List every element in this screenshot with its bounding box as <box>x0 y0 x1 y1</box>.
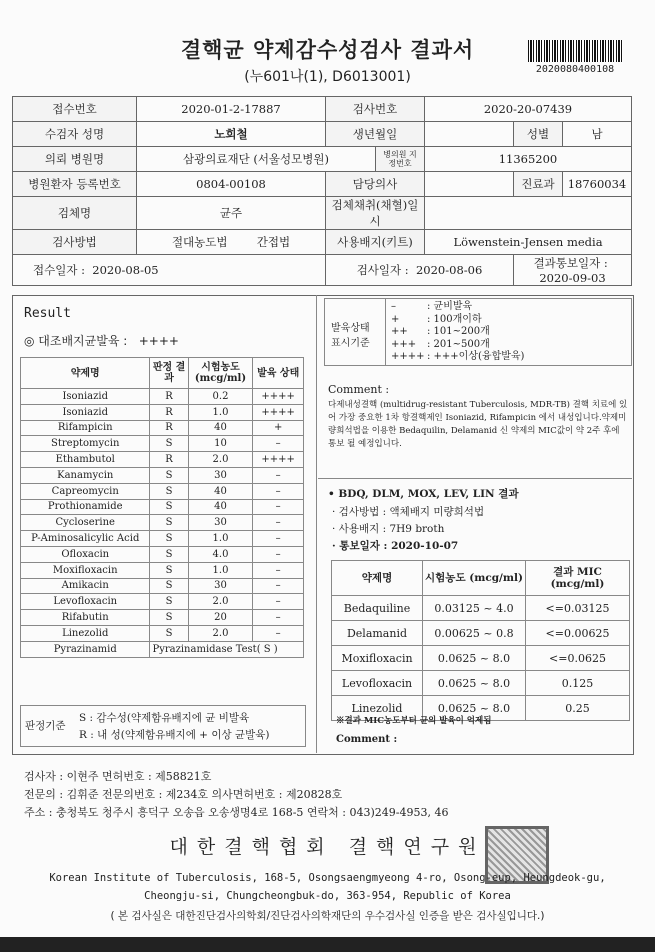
table-row <box>332 646 630 671</box>
drug-growth: – <box>253 625 304 641</box>
hospital-code-label: 병의원 지정번호 <box>376 147 425 172</box>
collect-value <box>425 197 632 230</box>
dept-label: 진료과 <box>514 172 563 197</box>
receipt-no: 2020-01-2-17887 <box>137 97 326 122</box>
method-label: 검사방법 <box>13 230 137 255</box>
reg-number: 0804-00108 <box>137 172 326 197</box>
result-title: Result <box>24 306 71 321</box>
mic-table <box>331 560 630 721</box>
drug-growth: – <box>253 594 304 610</box>
drug-result: S <box>150 499 188 515</box>
footer-tester: 검사자 : 이현주 면허번호 : 제58821호 <box>24 770 212 783</box>
table-row <box>21 499 304 515</box>
collect-label: 검체채취(채혈)일시 <box>326 197 425 230</box>
drug-name: Ethambutol <box>21 452 150 468</box>
table-row <box>21 436 304 452</box>
drug-result: S <box>150 436 188 452</box>
mic-drug: Bedaquiline <box>332 596 423 621</box>
bdq-section <box>328 486 628 555</box>
bdq-medium: · 사용배지 : 7H9 broth <box>332 523 445 535</box>
drug-growth: – <box>253 483 304 499</box>
institute-address-2: Cheongju-si, Chungcheongbuk-do, 363-954, Republic of Korea <box>144 890 511 902</box>
drug-concentration: 1.0 <box>188 531 253 547</box>
drug-concentration: 4.0 <box>188 546 253 562</box>
receive-date-label: 접수일자 : <box>33 263 85 277</box>
drug-concentration: 40 <box>188 483 253 499</box>
drug-growth: – <box>253 531 304 547</box>
medium-label: 사용배지(키트) <box>326 230 425 255</box>
drug-concentration: 30 <box>188 578 253 594</box>
drug-result: S <box>150 594 188 610</box>
mic-col-result: 결과 MIC (mcg/ml) <box>526 561 630 596</box>
drug-concentration: 10 <box>188 436 253 452</box>
drug-growth: ++++ <box>253 452 304 468</box>
criteria-label: 판정기준 <box>25 720 66 732</box>
drug-growth: – <box>253 499 304 515</box>
drug-growth: + <box>253 420 304 436</box>
drug-result: S <box>150 610 188 626</box>
criteria-r: R : 내 성(약제함유배지에 + 이상 균발육) <box>79 729 270 741</box>
medium-value: Löwenstein-Jensen media <box>425 230 632 255</box>
report-date-label: 결과통보일자 : <box>533 256 608 270</box>
table-row <box>21 610 304 626</box>
growth-legend-label: 발육상태 표시기준 <box>331 323 370 349</box>
drug-growth: – <box>253 546 304 562</box>
mic-drug: Delamanid <box>332 621 423 646</box>
drug-growth: ++++ <box>253 404 304 420</box>
drug-growth: – <box>253 515 304 531</box>
legend-symbol: – <box>391 301 396 312</box>
comment-label: Comment : <box>328 383 390 396</box>
hospital-label: 의뢰 병원명 <box>13 147 137 172</box>
drug-growth: ++++ <box>253 389 304 405</box>
exam-no-label: 검사번호 <box>326 97 425 122</box>
mic-result: 0.25 <box>526 696 630 721</box>
drug-susceptibility-table <box>20 357 304 658</box>
list-item <box>391 326 524 339</box>
drug-result: R <box>150 452 188 468</box>
drug-concentration: 40 <box>188 420 253 436</box>
patient-info-table <box>12 96 632 286</box>
sex-value: 남 <box>563 122 632 147</box>
method-indirect: 간접법 <box>256 235 291 249</box>
table-row <box>21 594 304 610</box>
drug-concentration: 1.0 <box>188 562 253 578</box>
legend-meaning: : 201~500개 <box>427 338 490 350</box>
table-row <box>21 420 304 436</box>
table-row <box>21 515 304 531</box>
list-item <box>391 351 524 364</box>
doctor-label: 담당의사 <box>326 172 425 197</box>
mic-result: <=0.03125 <box>526 596 630 621</box>
drug-growth: – <box>253 436 304 452</box>
report-date: 2020-09-03 <box>539 271 606 285</box>
col-concentration: 시험농도 (mcg/ml) <box>188 358 253 389</box>
footer-address: 주소 : 충청북도 청주시 흥덕구 오송읍 오송생명4로 168-5 연락처 : 043)249-4953, 46 <box>24 806 449 819</box>
mic-result: 0.125 <box>526 671 630 696</box>
table-row <box>21 467 304 483</box>
growth-legend-box <box>324 298 632 366</box>
patient-name: 노희철 <box>137 122 326 147</box>
specimen-label: 검체명 <box>13 197 137 230</box>
criteria-s: S : 감수성(약제함유배지에 균 비발육 <box>79 712 250 724</box>
legend-meaning: : +++이상(융합발육) <box>427 351 525 362</box>
test-date-label: 검사일자 : <box>356 263 409 277</box>
mic-result: <=0.0625 <box>526 646 630 671</box>
drug-result: S <box>150 467 188 483</box>
table-row <box>332 596 630 621</box>
institute-address-1: Korean Institute of Tuberculosis, 168-5, Osongsaengmyeong 4-ro, Osong-eup, Heungdeok-gu, <box>49 872 606 884</box>
drug-name: Streptomycin <box>21 436 150 452</box>
bottom-bar <box>0 937 655 952</box>
receive-date-cell <box>13 255 326 286</box>
drug-result: R <box>150 420 188 436</box>
legend-meaning: : 100개이하 <box>427 313 482 325</box>
table-row <box>21 452 304 468</box>
table-row <box>21 404 304 420</box>
drug-name: Rifabutin <box>21 610 150 626</box>
doctor-value <box>425 172 514 197</box>
mic-note: ※결과 MIC농도부터 균의 발육이 억제됨 <box>336 716 492 726</box>
legend-symbol: ++++ <box>391 351 425 362</box>
drug-concentration: 2.0 <box>188 452 253 468</box>
drug-concentration: 1.0 <box>188 404 253 420</box>
sex-label: 성별 <box>514 122 563 147</box>
pza-name: Pyrazinamid <box>21 641 150 657</box>
drug-growth: – <box>253 578 304 594</box>
drug-growth: – <box>253 610 304 626</box>
barcode-image <box>528 40 623 62</box>
criteria-box <box>20 705 306 747</box>
drug-concentration: 20 <box>188 610 253 626</box>
report-date-cell <box>514 255 632 286</box>
mic-result: <=0.00625 <box>526 621 630 646</box>
mic-drug: Linezolid <box>332 696 423 721</box>
test-date: 2020-08-06 <box>415 263 483 277</box>
list-item <box>391 314 524 327</box>
birth-value <box>425 122 514 147</box>
bdq-comment-label: Comment : <box>336 734 398 745</box>
drug-growth: – <box>253 562 304 578</box>
drug-name: Levofloxacin <box>21 594 150 610</box>
legend-symbol: ++ <box>391 326 408 337</box>
method-value <box>137 230 326 255</box>
drug-result: R <box>150 404 188 420</box>
table-row <box>332 621 630 646</box>
drug-concentration: 2.0 <box>188 594 253 610</box>
mic-drug: Levofloxacin <box>332 671 423 696</box>
page-subtitle: (누601나(1), D6013001) <box>244 69 411 85</box>
drug-name: Isoniazid <box>21 404 150 420</box>
bdq-title: • BDQ, DLM, MOX, LEV, LIN 결과 <box>328 488 519 500</box>
comment-divider <box>318 478 632 479</box>
bdq-date: · 통보일자 : 2020-10-07 <box>332 540 459 552</box>
exam-no: 2020-20-07439 <box>425 97 632 122</box>
drug-name: Ofloxacin <box>21 546 150 562</box>
receive-date: 2020-08-05 <box>92 263 159 277</box>
drug-result: S <box>150 515 188 531</box>
drug-concentration: 0.2 <box>188 389 253 405</box>
test-date-cell <box>326 255 514 286</box>
mic-range: 0.0625 ~ 8.0 <box>423 696 526 721</box>
table-row <box>21 578 304 594</box>
table-row <box>21 625 304 641</box>
pza-result: Pyrazinamidase Test( S ) <box>150 641 304 657</box>
table-row <box>21 483 304 499</box>
growth-legend-items <box>391 301 524 364</box>
drug-result: S <box>150 483 188 499</box>
footer-specialist: 전문의 : 김휘준 전문의번호 : 제234호 의사면허번호 : 제20828호 <box>24 788 343 801</box>
drug-name: Linezolid <box>21 625 150 641</box>
result-divider <box>316 295 317 753</box>
certification-note: ( 본 검사실은 대한진단검사의학회/진단검사의학재단의 우수검사실 인증을 받은 검사실입니다.) <box>110 910 545 922</box>
mic-col-range: 시험농도 (mcg/ml) <box>423 561 526 596</box>
hospital-code: 11365200 <box>425 147 632 172</box>
control-growth-value: ++++ <box>138 334 179 348</box>
drug-result: S <box>150 531 188 547</box>
drug-name: Isoniazid <box>21 389 150 405</box>
drug-name: Cycloserine <box>21 515 150 531</box>
page-title: 결핵균 약제감수성검사 결과서 <box>180 38 475 62</box>
drug-concentration: 30 <box>188 467 253 483</box>
legend-symbol: + <box>391 313 400 325</box>
drug-name: Moxifloxacin <box>21 562 150 578</box>
legend-symbol: +++ <box>391 338 417 350</box>
drug-result: S <box>150 625 188 641</box>
col-result: 판정 결과 <box>150 358 188 389</box>
receipt-no-label: 접수번호 <box>13 97 137 122</box>
drug-name: Capreomycin <box>21 483 150 499</box>
comment-section <box>328 383 628 451</box>
drug-name: Prothionamide <box>21 499 150 515</box>
col-drug: 약제명 <box>21 358 150 389</box>
control-growth <box>24 332 179 349</box>
specimen-value: 균주 <box>137 197 326 230</box>
col-growth: 발육 상태 <box>253 358 304 389</box>
table-row <box>21 562 304 578</box>
list-item <box>391 301 524 314</box>
table-row <box>332 671 630 696</box>
method-absolute: 절대농도법 <box>171 235 228 249</box>
mic-drug: Moxifloxacin <box>332 646 423 671</box>
drug-concentration: 40 <box>188 499 253 515</box>
drug-result: S <box>150 578 188 594</box>
legend-meaning: : 균비발육 <box>427 301 473 312</box>
list-item <box>391 339 524 352</box>
drug-name: P-Aminosalicylic Acid <box>21 531 150 547</box>
comment-text: 다제내성결핵 (multidrug-resistant Tuberculosis, MDR-TB) 결핵 치료에 있어 가장 중요한 1차 항결핵제인 Isoniazid, Rifampicin 에서 내성입니다.약제미량희석법을 이용한 Bedaquilin, Delamanid 신 약제의 MIC값이 약 2주 후에 통보 될 예정입니다. <box>328 400 628 449</box>
institute-name: 대한결핵협회 결핵연구원 <box>169 836 486 858</box>
mic-col-drug: 약제명 <box>332 561 423 596</box>
drug-result: S <box>150 562 188 578</box>
dept-value: 18760034 <box>563 172 632 197</box>
mic-range: 0.03125 ~ 4.0 <box>423 596 526 621</box>
drug-name: Kanamycin <box>21 467 150 483</box>
patient-label: 수검자 성명 <box>13 122 137 147</box>
drug-result: S <box>150 546 188 562</box>
drug-result: R <box>150 389 188 405</box>
legend-divider <box>385 298 386 366</box>
barcode-number: 2020080400108 <box>535 64 615 75</box>
birth-label: 생년월일 <box>326 122 425 147</box>
mic-range: 0.00625 ~ 0.8 <box>423 621 526 646</box>
hospital-name: 삼광의료재단 (서울성모병원) <box>137 147 376 172</box>
mic-range: 0.0625 ~ 8.0 <box>423 646 526 671</box>
bdq-method: · 검사방법 : 액체배지 미량희석법 <box>332 506 485 518</box>
drug-concentration: 30 <box>188 515 253 531</box>
legend-meaning: : 101~200개 <box>427 326 490 337</box>
drug-growth: – <box>253 467 304 483</box>
table-row <box>21 531 304 547</box>
drug-name: Amikacin <box>21 578 150 594</box>
mic-range: 0.0625 ~ 8.0 <box>423 671 526 696</box>
table-row <box>21 389 304 405</box>
drug-concentration: 2.0 <box>188 625 253 641</box>
reg-label: 병원환자 등록번호 <box>13 172 137 197</box>
table-row <box>21 546 304 562</box>
drug-name: Rifampicin <box>21 420 150 436</box>
control-growth-label: ◎ 대조배지균발육 : <box>24 334 128 348</box>
